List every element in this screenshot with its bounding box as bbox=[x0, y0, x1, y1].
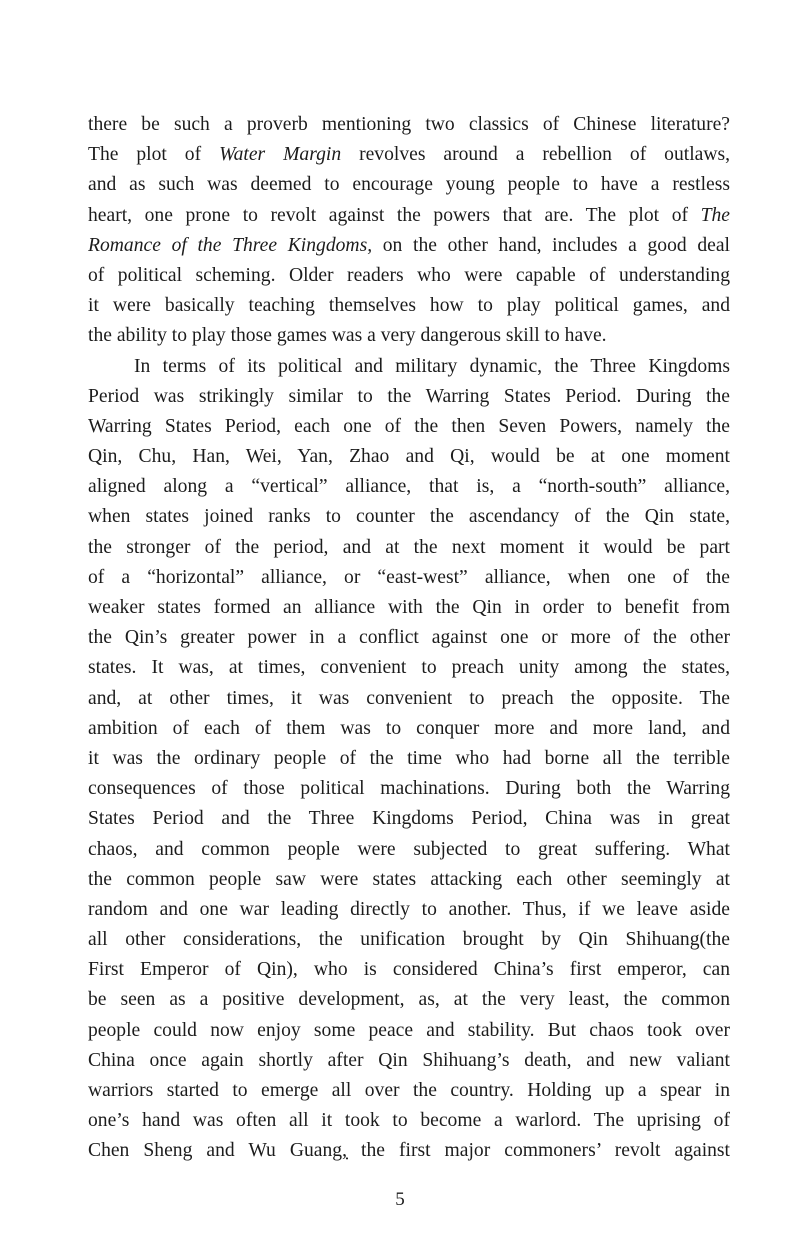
text-line: In terms of its political and military dynamic, the Three Kingdoms bbox=[134, 355, 730, 377]
text-line: chaos, and common people were subjected to great suffering. What bbox=[88, 838, 730, 860]
text-line: the common people saw were states attacking each other seemingly at bbox=[88, 868, 730, 890]
text-line: China once again shortly after Qin Shihuang’s death, and new valiant bbox=[88, 1049, 730, 1071]
text-line: warriors started to emerge all over the country. Holding up a spear in bbox=[88, 1080, 730, 1101]
text-line: States Period and the Three Kingdoms Period, China was in great bbox=[88, 808, 730, 830]
text-line: all other considerations, the unification brought by Qin Shihuang(the bbox=[88, 929, 730, 951]
text-line: it were basically teaching themselves how to play political games, and bbox=[88, 295, 730, 317]
text-line: weaker states formed an alliance with the Qin in order to benefit from bbox=[88, 597, 730, 618]
text-line: aligned along a “vertical” alliance, that is, a “north-south” alliance, bbox=[88, 476, 730, 498]
text-line: of a “horizontal” alliance, or “east-west” alliance, when one of the bbox=[88, 566, 730, 588]
text-line: Romance of the Three Kingdoms, on the other hand, includes a good deal bbox=[88, 234, 730, 256]
text-line: there be such a proverb mentioning two classics of Chinese literature? bbox=[88, 114, 730, 135]
text-line: and as such was deemed to encourage young people to have a restless bbox=[88, 174, 730, 196]
text-line: one’s hand was often all it took to become a warlord. The uprising of bbox=[88, 1110, 730, 1132]
page-body bbox=[88, 110, 730, 1167]
text-line: when states joined ranks to counter the ascendancy of the Qin state, bbox=[88, 506, 730, 528]
paragraph bbox=[88, 110, 730, 352]
text-line: The plot of Water Margin revolves around a rebellion of outlaws, bbox=[88, 144, 730, 166]
italic-title: Romance of the Three Kingdoms, bbox=[88, 234, 373, 256]
italic-title: The bbox=[700, 204, 730, 226]
text-line: Period was strikingly similar to the Warring States Period. During the bbox=[88, 385, 730, 407]
italic-title: Water Margin bbox=[219, 144, 342, 166]
text-line: ambition of each of them was to conquer more and more land, and bbox=[88, 717, 730, 739]
text-line: Chen Sheng and Wu Guang,̣ the first major commoners’ revolt against bbox=[88, 1140, 730, 1162]
text-line: and, at other times, it was convenient to preach the opposite. The bbox=[88, 687, 730, 709]
text-line: Warring States Period, each one of the then Seven Powers, namely the bbox=[88, 415, 730, 437]
text-line: people could now enjoy some peace and stability. But chaos took over bbox=[88, 1019, 730, 1041]
text-line: heart, one prone to revolt against the powers that are. The plot of The bbox=[88, 204, 730, 226]
text-line: First Emperor of Qin), who is considered China’s first emperor, can bbox=[88, 959, 730, 981]
text-line: states. It was, at times, convenient to preach unity among the states, bbox=[88, 657, 730, 679]
text-line: the ability to play those games was a very dangerous skill to have. bbox=[88, 325, 607, 347]
page-number: 5 bbox=[395, 1189, 405, 1210]
text-line: it was the ordinary people of the time who had borne all the terrible bbox=[88, 747, 730, 769]
text-line: of political scheming. Older readers who were capable of understanding bbox=[88, 264, 730, 286]
text-line: random and one war leading directly to another. Thus, if we leave aside bbox=[88, 898, 730, 920]
paragraph bbox=[88, 352, 730, 1167]
text-line: consequences of those political machinations. During both the Warring bbox=[88, 778, 730, 800]
text-line: be seen as a positive development, as, at the very least, the common bbox=[88, 989, 730, 1011]
text-line: the Qin’s greater power in a conflict against one or more of the other bbox=[88, 627, 730, 649]
text-line: the stronger of the period, and at the next moment it would be part bbox=[88, 536, 730, 558]
text-line: Qin, Chu, Han, Wei, Yan, Zhao and Qi, would be at one moment bbox=[88, 446, 730, 468]
